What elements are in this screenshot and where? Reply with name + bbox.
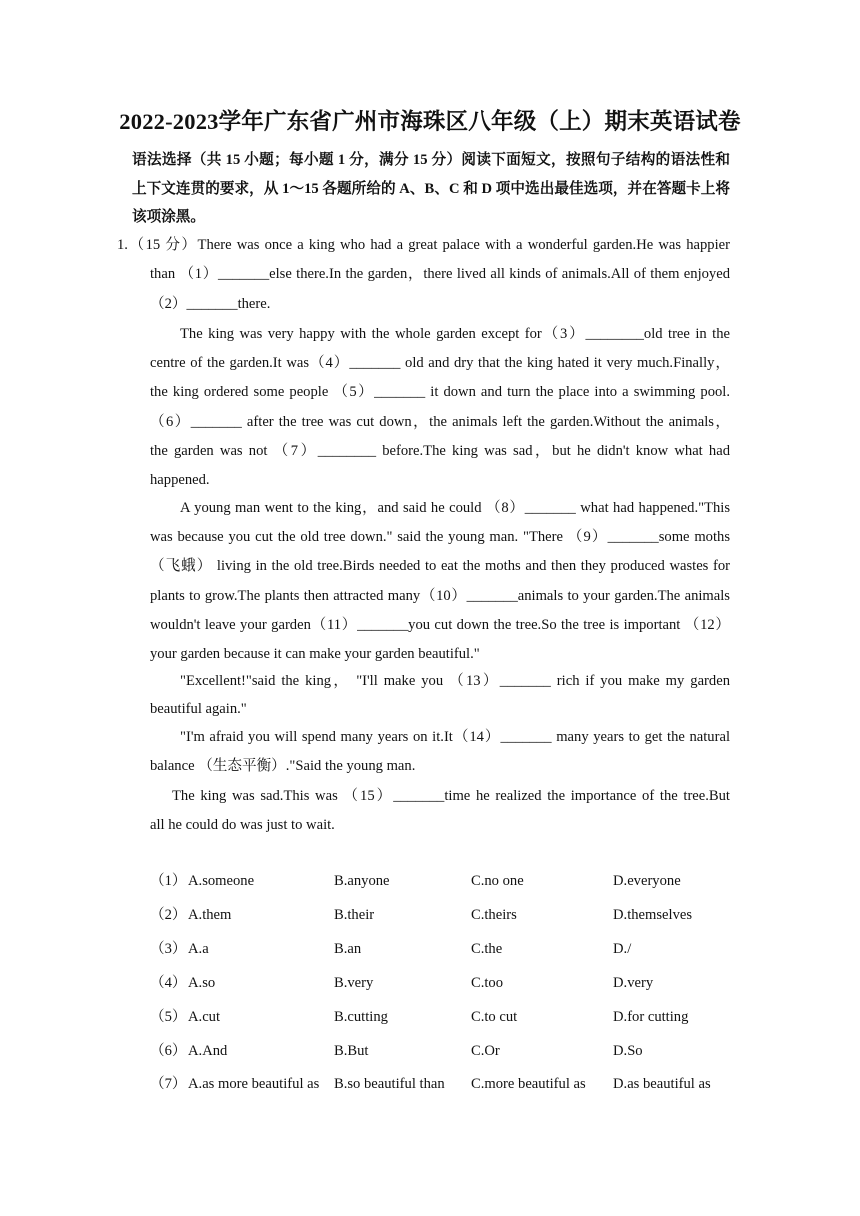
option-d: D.as beautiful as xyxy=(613,1076,711,1092)
option-c: C.theirs xyxy=(471,907,517,923)
option-d: D./ xyxy=(613,941,632,957)
passage-line: （6）_______ after the tree was cut down，the animals left the garden.Without the animals， xyxy=(150,414,730,430)
option-b: B.cutting xyxy=(334,1009,388,1025)
passage-line: A young man went to the king，and said he could （8）_______ what had happened."This xyxy=(180,500,730,516)
question-number: （3） xyxy=(150,941,187,957)
passage-line: （飞蛾） living in the old tree.Birds needed to eat the moths and then they produced wastes for xyxy=(150,558,730,574)
passage-line: "I'm afraid you will spend many years on it.It（14）_______ many years to get the natural xyxy=(180,729,730,745)
option-c: C.too xyxy=(471,975,504,991)
option-a: A.so xyxy=(188,975,216,991)
option-d: D.for cutting xyxy=(613,1009,689,1025)
passage-line: "Excellent!"said the king， "I'll make you （13）_______ rich if you make my garden xyxy=(180,673,730,689)
option-c: C.the xyxy=(471,941,503,957)
option-b: B.an xyxy=(334,941,362,957)
passage-line: plants to grow.The plants then attracted many（10）_______animals to your garden.The animals xyxy=(150,588,730,604)
question-number: （4） xyxy=(150,975,187,991)
question-number: （6） xyxy=(150,1043,187,1059)
passage-line: centre of the garden.It was（4）_______ old and dry that the king hated it very much.Finally， xyxy=(150,355,730,371)
passage-line: all he could do was just to wait. xyxy=(150,817,335,833)
option-b: B.very xyxy=(334,975,374,991)
option-a: A.as more beautiful as xyxy=(188,1076,320,1092)
option-a: A.cut xyxy=(188,1009,221,1025)
option-c: C.more beautiful as xyxy=(471,1076,586,1092)
option-d: D.So xyxy=(613,1043,643,1059)
passage-line: The king was sad.This was （15）_______time he realized the importance of the tree.But xyxy=(172,788,730,804)
option-a: A.And xyxy=(188,1043,228,1059)
passage-line: your garden because it can make your garden beautiful." xyxy=(150,646,480,662)
option-a: A.them xyxy=(188,907,232,923)
passage-line: the garden was not （7）________ before.The king was sad，but he didn't know what had xyxy=(150,443,730,459)
question-number: （1） xyxy=(150,873,187,889)
question-number: （7） xyxy=(150,1076,187,1092)
passage-line: 1.（15 分）There was once a king who had a great palace with a wonderful garden.He was happier xyxy=(117,237,730,253)
passage-line: than （1）_______else there.In the garden，there lived all kinds of animals.All of them enjoyed xyxy=(150,266,730,282)
option-b: B.anyone xyxy=(334,873,390,889)
option-b: B.But xyxy=(334,1043,369,1059)
question-number: （2） xyxy=(150,907,187,923)
passage-line: （2）_______there. xyxy=(150,296,271,312)
passage-line: wouldn't leave your garden（11）_______you cut down the tree.So the tree is important （12） xyxy=(150,617,730,633)
passage-line: balance （生态平衡）."Said the young man. xyxy=(150,758,416,774)
passage-line: The king was very happy with the whole garden except for（3）________old tree in the xyxy=(180,326,730,342)
option-a: A.someone xyxy=(188,873,255,889)
passage-line: was because you cut the old tree down." said the young man. "There （9）_______some moths xyxy=(150,529,730,545)
option-b: B.their xyxy=(334,907,375,923)
option-b: B.so beautiful than xyxy=(334,1076,445,1092)
option-c: C.to cut xyxy=(471,1009,518,1025)
option-c: C.no one xyxy=(471,873,524,889)
option-d: D.very xyxy=(613,975,654,991)
option-d: D.everyone xyxy=(613,873,681,889)
option-d: D.themselves xyxy=(613,907,693,923)
passage-line: the king ordered some people （5）_______ it down and turn the place into a swimming pool. xyxy=(150,384,730,400)
option-c: C.Or xyxy=(471,1043,500,1059)
section-instructions: 语法选择（共 15 小题；每小题 1 分，满分 15 分）阅读下面短文，按照句子结构的语法性和上下文连贯的要求，从 1～15 各题所给的 A、B、C 和 D 项中选出最佳选项，并在答题卡上将该项涂黑。 xyxy=(132,152,730,225)
passage-line: beautiful again." xyxy=(150,701,247,717)
question-number: （5） xyxy=(150,1009,187,1025)
page-title: 2022-2023学年广东省广州市海珠区八年级（上）期末英语试卷 xyxy=(119,109,741,134)
passage-line: happened. xyxy=(150,472,210,488)
option-a: A.a xyxy=(188,941,209,957)
